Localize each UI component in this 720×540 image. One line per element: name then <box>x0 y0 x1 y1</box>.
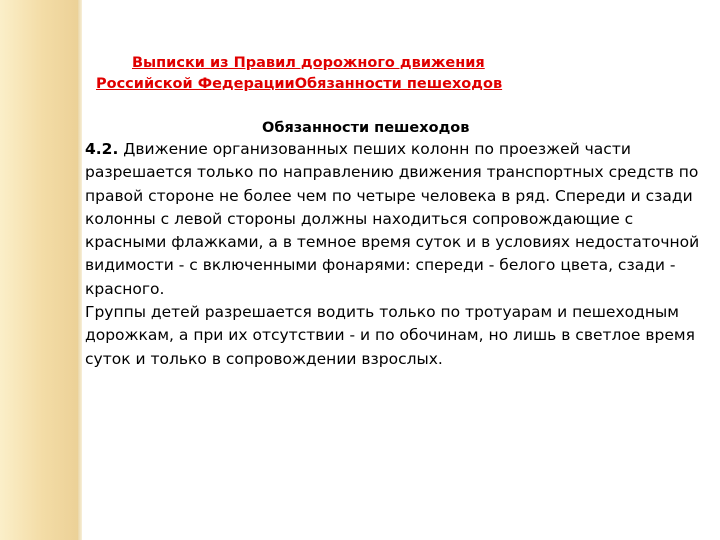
title-line-2: Российской ФедерацииОбязанности пешеходов <box>96 76 503 92</box>
decorative-side-band <box>0 0 78 540</box>
title-line-1: Выписки из Правил дорожного движения <box>132 55 485 71</box>
rule-paragraph-text: Движение организованных пеших колонн по проезжей части разрешается только по направлению движения транспортных средств по правой стороне не более чем по четыре человека в ряд. Спереди и сзади колонны с левой стороны должны находиться сопровождающие с красными флажками, а в темное время суток и в условиях недостаточной видимости - с включенными фонарями: спереди - белого цвета, сзади - красного. <box>85 140 700 298</box>
children-groups-paragraph: Группы детей разрешается водить только по тротуарам и пешеходным дорожкам, а при их отсутствии - и по обочинам, но лишь в светлое время суток и только в сопровождении взрослых. <box>85 303 695 368</box>
document-title <box>82 53 622 95</box>
section-heading: Обязанности пешеходов <box>262 120 470 136</box>
rule-text <box>85 138 700 371</box>
rule-number: 4.2. <box>85 140 119 158</box>
rule-paragraph-4-2 <box>85 138 700 301</box>
